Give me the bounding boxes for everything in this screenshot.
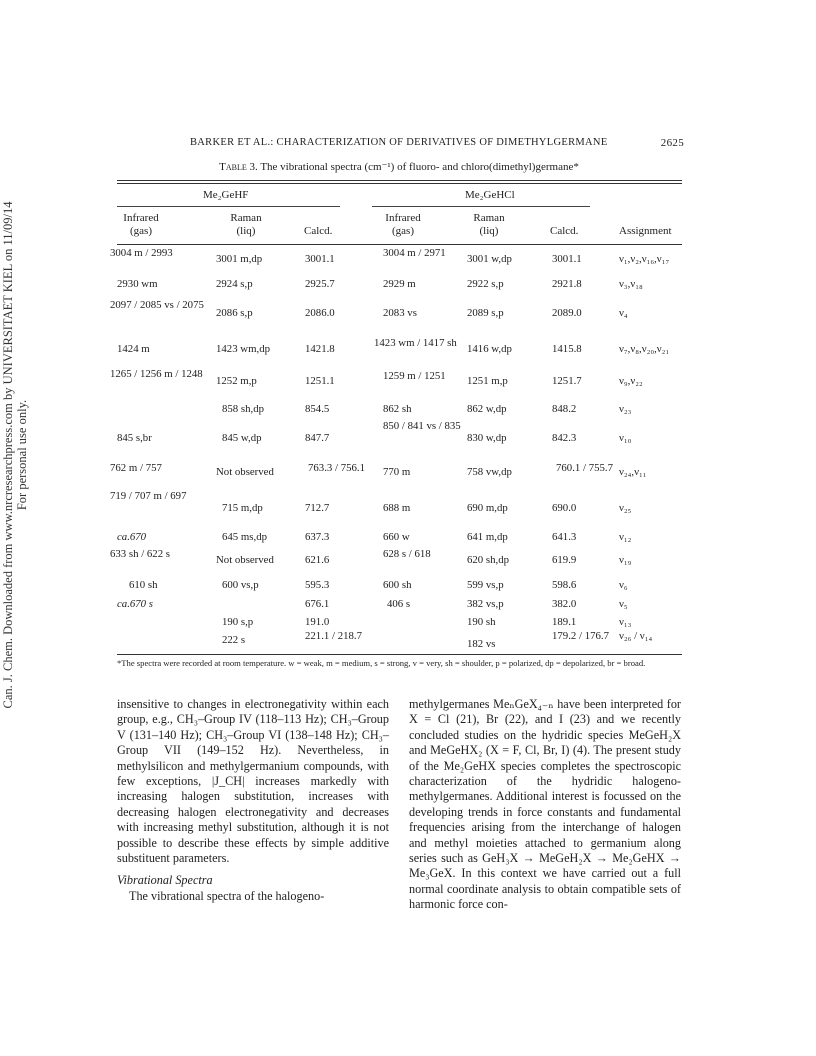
table-cell-raman-cl: 1251 m,p	[467, 375, 508, 387]
table-cell-ir-cl: 688 m	[383, 502, 411, 514]
table-cell-assignment: ν₂₃	[619, 403, 632, 415]
page-number: 2625	[660, 137, 684, 149]
table-cell-calcd-cl: 1415.8	[552, 343, 582, 355]
table-cell-assignment: ν₉,ν₂₂	[619, 375, 643, 387]
table-label: Table 3.	[219, 161, 258, 173]
table-top-rule	[117, 180, 682, 181]
table-cell-calcd-f: 2086.0	[305, 307, 335, 319]
table-cell-assignment: ν₆	[619, 579, 628, 591]
table-cell-ir-f: 762 m / 757	[110, 462, 162, 474]
table-cell-calcd-cl: 848.2	[552, 403, 577, 415]
col-header-ir-f-1: Infrared	[123, 212, 159, 224]
col-header-raman-f	[222, 212, 270, 238]
table-cell-ir-cl: 862 sh	[383, 403, 412, 415]
table-cell-assignment: ν₁₂	[619, 531, 632, 543]
col-header-ir-f	[119, 212, 163, 238]
table-cell-calcd-f: 763.3 / 756.1	[308, 462, 365, 474]
table-cell-raman-cl: 641 m,dp	[467, 531, 508, 543]
table-bottom-rule	[117, 654, 682, 655]
table-top-rule-2	[117, 183, 682, 184]
table-cell-raman-f: 222 s	[222, 634, 246, 646]
table-cell-raman-f: 645 ms,dp	[222, 531, 267, 543]
table-cell-ir-f: 845 s,br	[117, 432, 152, 444]
table-cell-ir-f: 633 sh / 622 s	[110, 548, 170, 560]
table-cell-assignment: ν₁,ν₂,ν₁₆,ν₁₇	[619, 253, 670, 265]
col-header-calcd-f: Calcd.	[304, 225, 333, 237]
table-cell-raman-cl: 758 vw,dp	[467, 466, 512, 478]
table-cell-calcd-f: 854.5	[305, 403, 330, 415]
table-cell-calcd-f: 712.7	[305, 502, 330, 514]
table-cell-ir-cl: 2083 vs	[383, 307, 417, 319]
table-cell-calcd-cl: 641.3	[552, 531, 577, 543]
table-cell-ir-f: 2930 wm	[117, 278, 158, 290]
table-cell-calcd-cl: 2089.0	[552, 307, 582, 319]
table-cell-assignment: ν₇,ν₈,ν₂₀,ν₂₁	[619, 343, 670, 355]
table-cell-raman-f: 3001 m,dp	[216, 253, 263, 265]
table-cell-raman-cl: 862 w,dp	[467, 403, 507, 415]
table-cell-raman-cl: 190 sh	[467, 616, 496, 628]
table-cell-raman-cl: 830 w,dp	[467, 432, 507, 444]
table-caption-text: The vibrational spectra (cm⁻¹) of fluoro- and chloro(dimethyl)germane*	[260, 161, 579, 173]
table-cell-ir-f: 1424 m	[117, 343, 150, 355]
table-cell-calcd-f: 637.3	[305, 531, 330, 543]
col-header-calcd-cl: Calcd.	[550, 225, 579, 237]
table-cell-ir-cl: 628 s / 618	[383, 548, 431, 560]
table-cell-ir-f: 2097 / 2085 vs / 2075	[110, 299, 204, 311]
table-cell-calcd-f: 676.1	[305, 598, 330, 610]
download-notice-line-2: For personal use only.	[15, 399, 29, 511]
col-header-assignment: Assignment	[619, 225, 672, 237]
col-header-raman-f-1: Raman	[230, 212, 262, 224]
table-cell-assignment: ν₁₃	[619, 616, 632, 628]
table-cell-assignment: ν₅	[619, 598, 628, 610]
col-header-raman-cl-2: (liq)	[479, 225, 499, 237]
table-cell-raman-cl: 3001 w,dp	[467, 253, 512, 265]
table-cell-raman-cl: 599 vs,p	[467, 579, 504, 591]
table-cell-calcd-cl: 598.6	[552, 579, 577, 591]
body-left-column	[117, 697, 389, 904]
table-cell-raman-cl: 182 vs	[467, 638, 496, 650]
table-cell-ir-cl: 660 w	[383, 531, 410, 543]
table-cell-assignment: ν₃,ν₁₈	[619, 278, 643, 290]
table-cell-assignment: ν₁₀	[619, 432, 632, 444]
table-cell-ir-f: 719 / 707 m / 697	[110, 490, 187, 502]
table-cell-assignment: ν₂₄,ν₁₁	[619, 466, 647, 478]
table-cell-raman-cl: 620 sh,dp	[467, 554, 509, 566]
section-heading: Vibrational Spectra	[117, 873, 213, 888]
body-paragraph: The vibrational spectra of the halogeno-	[129, 888, 325, 903]
group-header-chloro: Me₂GeHCl	[465, 189, 515, 201]
group-rule-chloro	[372, 206, 590, 207]
running-header	[190, 137, 684, 153]
col-header-ir-cl-1: Infrared	[385, 212, 421, 224]
table-cell-calcd-f: 2925.7	[305, 278, 335, 290]
table-cell-raman-cl: 690 m,dp	[467, 502, 508, 514]
table-cell-assignment: ν₂₆ / ν₁₄	[619, 630, 653, 642]
table-cell-calcd-f: 621.6	[305, 554, 330, 566]
col-header-raman-cl	[465, 212, 513, 238]
table-cell-assignment: ν₄	[619, 307, 628, 319]
table-cell-calcd-cl: 2921.8	[552, 278, 582, 290]
table-cell-calcd-f: 3001.1	[305, 253, 335, 265]
table-cell-raman-f: Not observed	[216, 466, 274, 478]
table-cell-raman-f: 190 s,p	[222, 616, 254, 628]
table-cell-raman-f: 858 sh,dp	[222, 403, 264, 415]
group-rule-fluoro	[117, 206, 340, 207]
table-caption	[118, 160, 680, 173]
col-header-ir-cl-2: (gas)	[392, 225, 414, 237]
table-cell-calcd-cl: 179.2 / 176.7	[552, 630, 609, 642]
table-cell-raman-cl: 382 vs,p	[467, 598, 504, 610]
table-cell-calcd-cl: 690.0	[552, 502, 577, 514]
table-cell-calcd-f: 1251.1	[305, 375, 335, 387]
table-cell-ir-cl: 1259 m / 1251	[383, 370, 446, 382]
download-notice	[1, 201, 29, 709]
table-cell-raman-cl: 2089 s,p	[467, 307, 504, 319]
table-cell-ir-f: ca.670	[117, 531, 147, 543]
table-cell-ir-cl: 2929 m	[383, 278, 416, 290]
table-cell-ir-f: ca.670 s	[117, 598, 153, 610]
table-cell-ir-cl: 1423 wm / 1417 sh	[374, 337, 457, 349]
table-header-rule	[117, 244, 682, 245]
table-cell-raman-cl: 1416 w,dp	[467, 343, 512, 355]
running-title: BARKER ET AL.: CHARACTERIZATION OF DERIVATIVES OF DIMETHYLGERMANE	[190, 137, 608, 148]
table-cell-assignment: ν₂₅	[619, 502, 632, 514]
table-cell-calcd-f: 1421.8	[305, 343, 335, 355]
table-cell-raman-f: 715 m,dp	[222, 502, 263, 514]
table-cell-ir-cl: 3004 m / 2971	[383, 247, 446, 259]
table-cell-raman-f: 1252 m,p	[216, 375, 257, 387]
table-cell-ir-f: 3004 m / 2993	[110, 247, 173, 259]
group-header-fluoro: Me₂GeHF	[203, 189, 249, 201]
table-cell-calcd-cl: 382.0	[552, 598, 577, 610]
table-footnote: *The spectra were recorded at room temperature. w = weak, m = medium, s = strong, v = very, sh = shoulder, p = polarized, dp = depolarized, br = broad.	[117, 658, 646, 668]
body-paragraph: insensitive to changes in electronegativity within each group, e.g., CH₃–Group IV (118–113 Hz); CH₃–Group V (131–140 Hz); CH₃–Group VI (138–148 Hz); CH₃–Group VII (149–152 Hz). Nevertheless, in methylsilicon and methylgermanium compounds, with few exceptions, |J_CH| increases markedly with increasing halogen substitution, increases with decreasing halogen electronegativity and decreases with increasing methyl substitution, although it is not possible to describe these effects by simple additive substituent parameters.	[117, 697, 389, 866]
col-header-raman-cl-1: Raman	[473, 212, 505, 224]
table-cell-ir-cl: 850 / 841 vs / 835	[383, 420, 461, 432]
col-header-raman-f-2: (liq)	[236, 225, 256, 237]
table-cell-calcd-cl: 189.1	[552, 616, 577, 628]
col-header-ir-f-2: (gas)	[130, 225, 152, 237]
table-cell-calcd-cl: 1251.7	[552, 375, 582, 387]
table-cell-calcd-cl: 619.9	[552, 554, 577, 566]
table-cell-calcd-f: 191.0	[305, 616, 330, 628]
table-cell-raman-f: Not observed	[216, 554, 274, 566]
table-cell-raman-f: 2924 s,p	[216, 278, 253, 290]
table-cell-ir-cl: 600 sh	[383, 579, 412, 591]
table-cell-assignment: ν₁₉	[619, 554, 632, 566]
table-cell-ir-cl: 406 s	[387, 598, 411, 610]
table-cell-raman-f: 845 w,dp	[222, 432, 262, 444]
body-paragraph: methylgermanes MeₙGeX₄₋ₙ have been interpreted for X = Cl (21), Br (22), and I (23) and we recently concluded studies on the hydridic species MeGeH₂X and MeGeHX₂ (X = F, Cl, Br, I) (4). The present study of the Me₂GeHX species completes the spectroscopic characterization of the hydridic halogeno-methylgermanes. Additional interest is focussed on the developing trends in force constants and fundamental frequencies arising from the interchange of halogen and methyl moieties attached to germanium along series such as GeH₃X → MeGeH₂X → Me₂GeHX → Me₃GeX. In this context we have carried out a full normal coordinate analysis to obtain compatible sets of harmonic force con-	[409, 697, 681, 912]
table-cell-calcd-cl: 842.3	[552, 432, 577, 444]
table-cell-raman-f: 2086 s,p	[216, 307, 253, 319]
table-cell-calcd-cl: 760.1 / 755.7	[556, 462, 613, 474]
table-cell-raman-cl: 2922 s,p	[467, 278, 504, 290]
table-cell-ir-f: 1265 / 1256 m / 1248	[110, 368, 203, 380]
table-cell-calcd-f: 221.1 / 218.7	[305, 630, 362, 642]
col-header-ir-cl	[381, 212, 425, 238]
download-notice-line-1: Can. J. Chem. Downloaded from www.nrcresearchpress.com by UNIVERSITAET KIEL on 11/09/14	[1, 201, 15, 709]
table-cell-raman-f: 600 vs,p	[222, 579, 259, 591]
table-cell-calcd-f: 847.7	[305, 432, 330, 444]
table-cell-ir-cl: 770 m	[383, 466, 411, 478]
table-cell-calcd-cl: 3001.1	[552, 253, 582, 265]
table-cell-raman-f: 1423 wm,dp	[216, 343, 270, 355]
body-right-column	[409, 697, 681, 913]
table-cell-ir-f: 610 sh	[129, 579, 158, 591]
table-cell-calcd-f: 595.3	[305, 579, 330, 591]
